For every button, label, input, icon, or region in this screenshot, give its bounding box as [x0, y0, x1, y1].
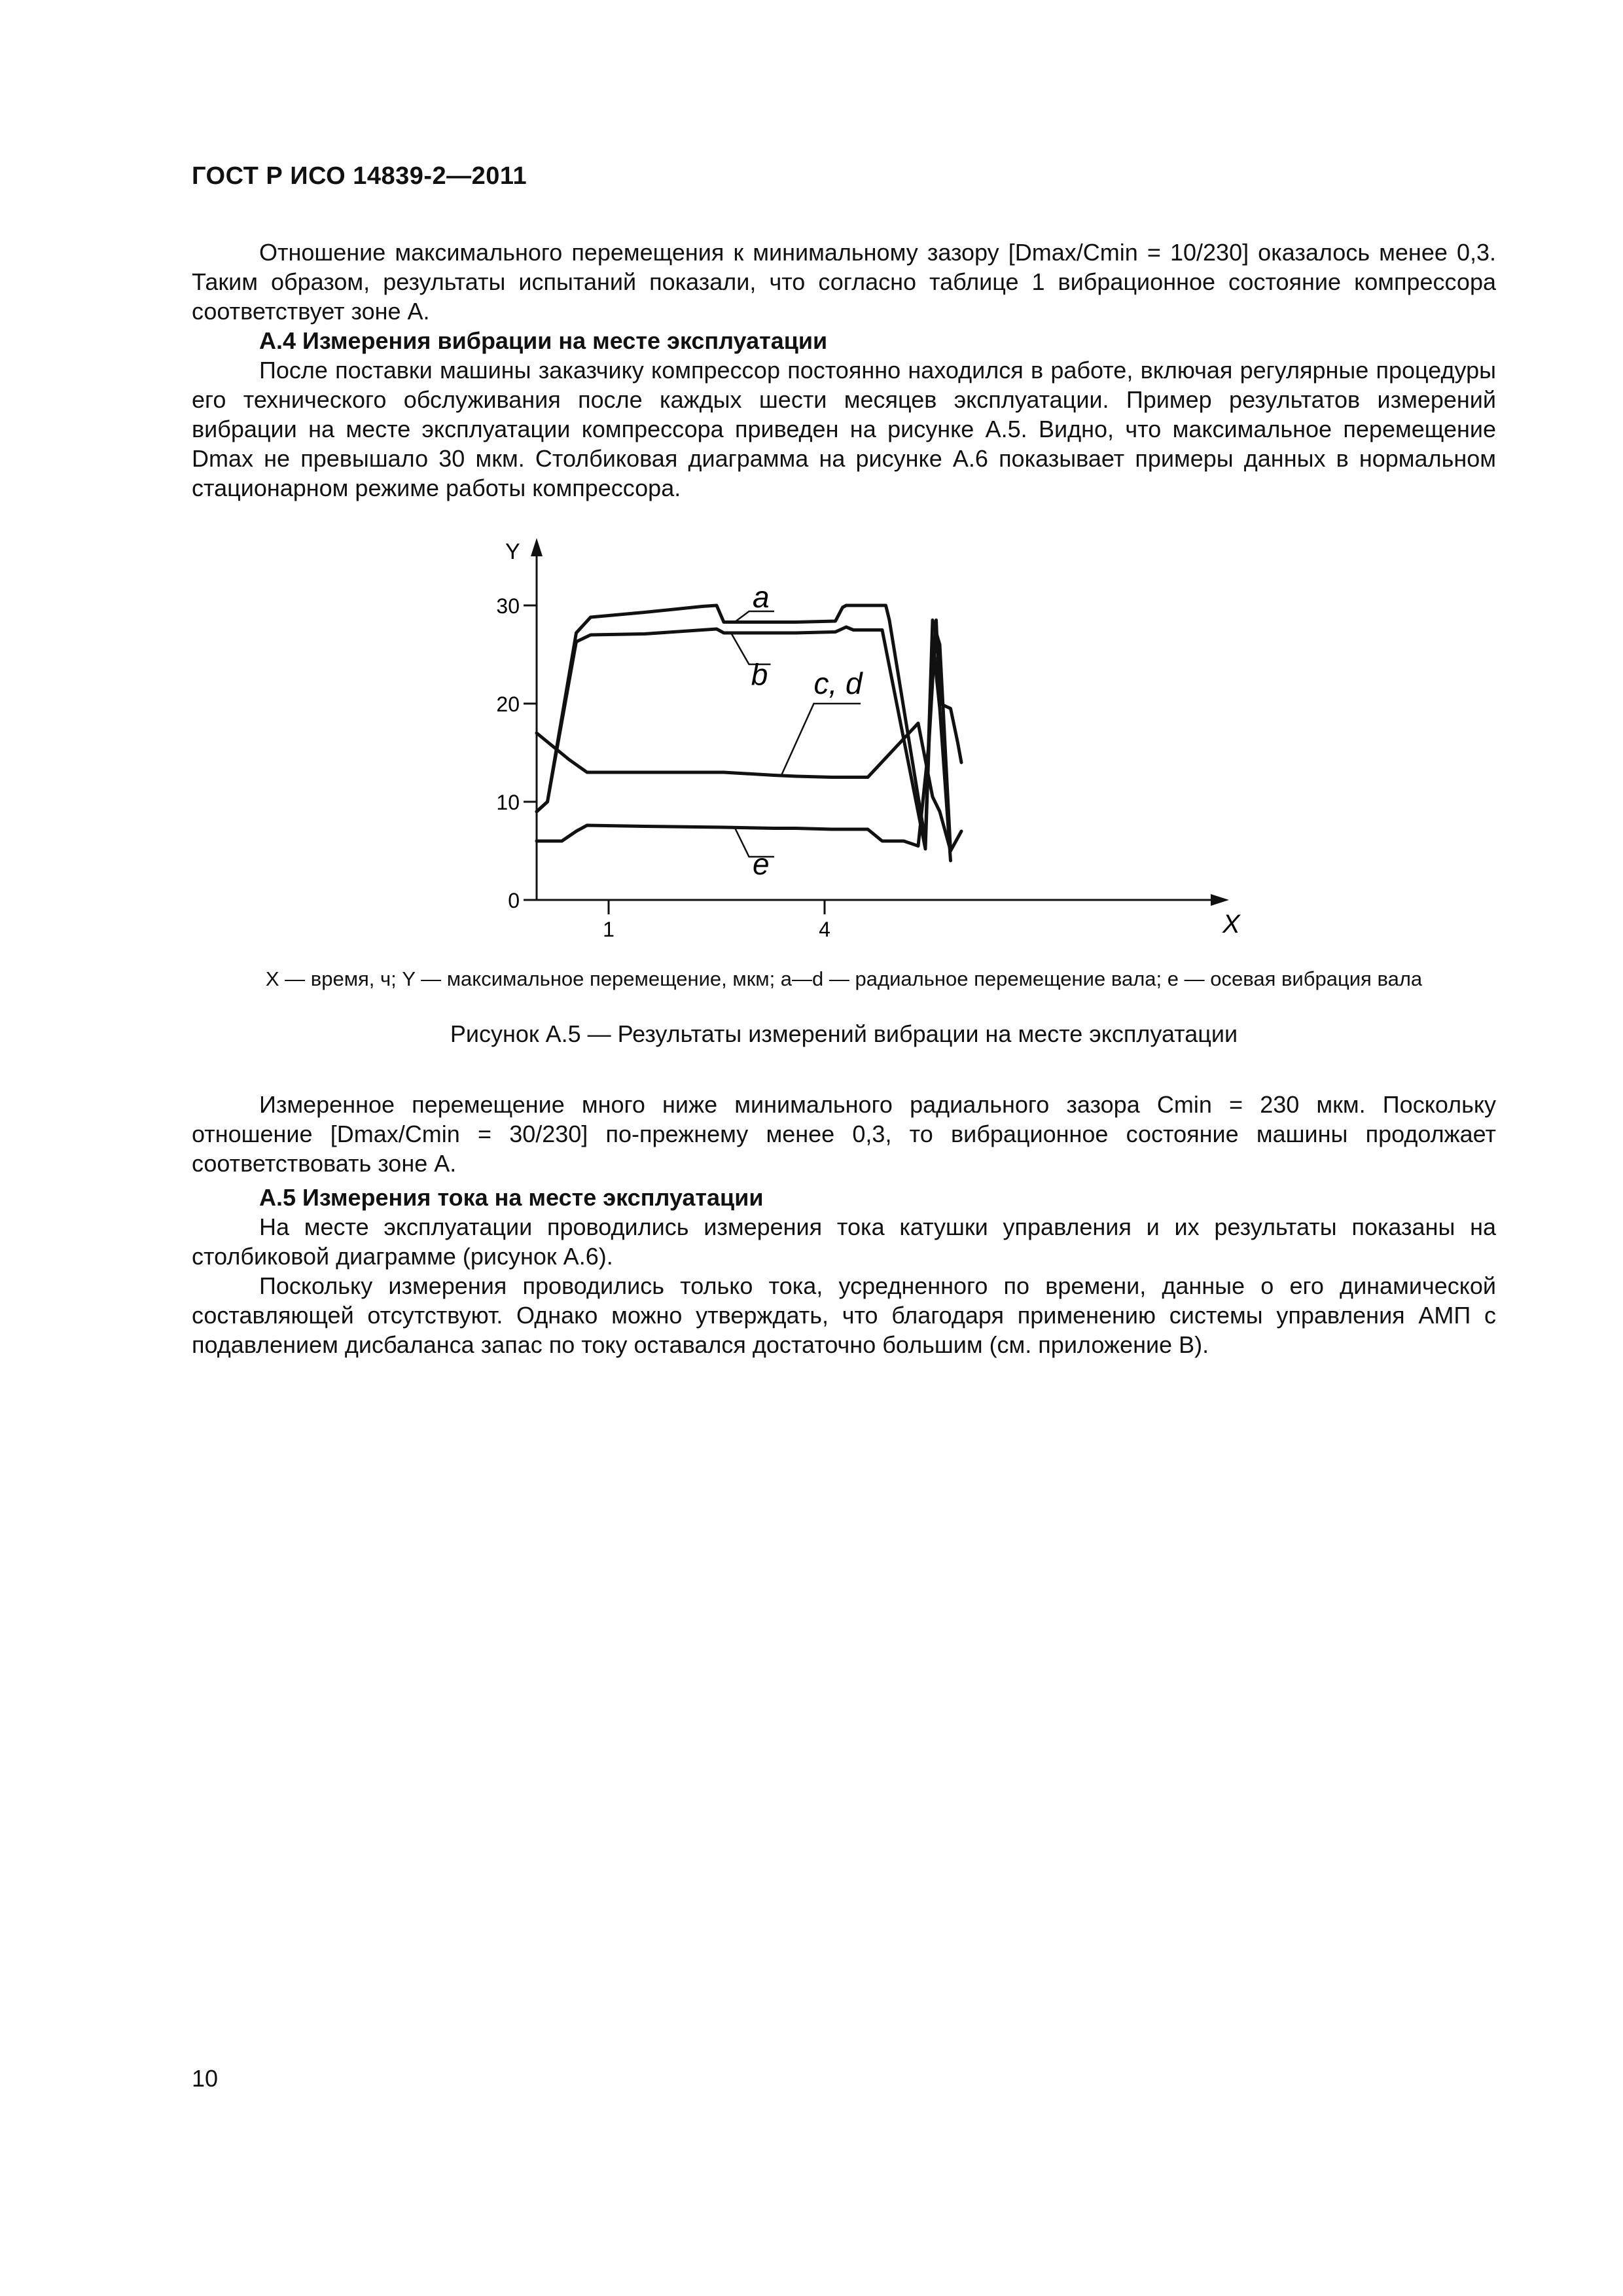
after-figure-paragraph: Измеренное перемещение много ниже минимального радиального зазора Cmin = 230 мкм. Поскольку отношение [Dmax/Cmin = 30/230] по-прежнему менее 0,3, то вибрационное состояние машины продолжает соответствовать зоне A. [192, 1091, 1497, 1177]
annotation-label-0: a [753, 580, 770, 614]
y-tick-label-0: 0 [508, 889, 520, 912]
section-a5-paragraph-1: На месте эксплуатации проводились измерения тока катушки управления и их результаты показаны на столбиковой диаграмме (рисунок А.6). [192, 1213, 1496, 1270]
section-a5-paragraph-2: Поскольку измерения проводились только тока, усредненного по времени, данные о его динамической составляющей отсутствуют. Однако можно утверждать, что благодаря применению системы управления АМП с подавлением дисбаланса запас по току оставался достаточно большим (см. приложение В). [192, 1272, 1496, 1358]
series-line-a [537, 605, 961, 851]
section-a4-paragraph: После поставки машины заказчику компрессор постоянно находился в работе, включая регулярные процедуры его технического обслуживания после каждых шести месяцев эксплуатации. Пример результатов измерений вибрации на месте эксплуатации компрессора приведен на рисунке А.5. Видно, что максимальное перемещение Dmax не превышало 30 мкм. Столбиковая диаграмма на рисунке А.6 показывает примеры данных в нормальном стационарном режиме работы компрессора. [192, 357, 1496, 501]
y-axis-label: Y [505, 539, 520, 564]
section-a5 [192, 1183, 1496, 1359]
section-a4 [192, 326, 1496, 503]
series-line-cd [537, 723, 951, 851]
page-number: 10 [192, 2065, 219, 2092]
section-after-figure [192, 1090, 1496, 1178]
x-axis-arrow [1211, 894, 1229, 906]
x-tick-label-4: 4 [819, 918, 830, 941]
y-axis-arrow [531, 538, 543, 556]
y-tick-label-20: 20 [496, 692, 520, 716]
series-line-e [537, 620, 961, 846]
annotation-leader-2 [781, 704, 861, 776]
intro-paragraph: Отношение максимального перемещения к минимальному зазору [Dmax/Cmin = 10/230] оказалось менее 0,3. Таким образом, результаты испытаний показали, что согласно таблице 1 вибрационное состояние компрессора соответствует зоне A. [192, 239, 1496, 325]
x-axis-label: X [1222, 910, 1240, 939]
document-header: ГОСТ Р ИСО 14839-2—2011 [192, 162, 527, 190]
annotation-label-2: c, d [813, 666, 863, 700]
annotation-label-3: e [753, 847, 770, 881]
intro-block [192, 238, 1496, 326]
annotation-label-1: b [751, 657, 768, 692]
figure-caption: Рисунок А.5 — Результаты измерений вибрации на месте эксплуатации [450, 1020, 1238, 1047]
x-tick-label-1: 1 [603, 918, 615, 941]
vibration-chart [452, 533, 1250, 952]
section-a5-heading: А.5 Измерения тока на месте эксплуатации [259, 1184, 764, 1211]
figure-legend: X — время, ч; Y — максимальное перемещение, мкм; a—d — радиальное перемещение вала; e — осевая вибрация вала [265, 967, 1423, 990]
figure-a5 [452, 533, 1250, 952]
y-tick-label-30: 30 [496, 594, 520, 618]
y-tick-label-10: 10 [496, 791, 520, 814]
section-a4-heading: А.4 Измерения вибрации на месте эксплуатации [259, 327, 828, 354]
